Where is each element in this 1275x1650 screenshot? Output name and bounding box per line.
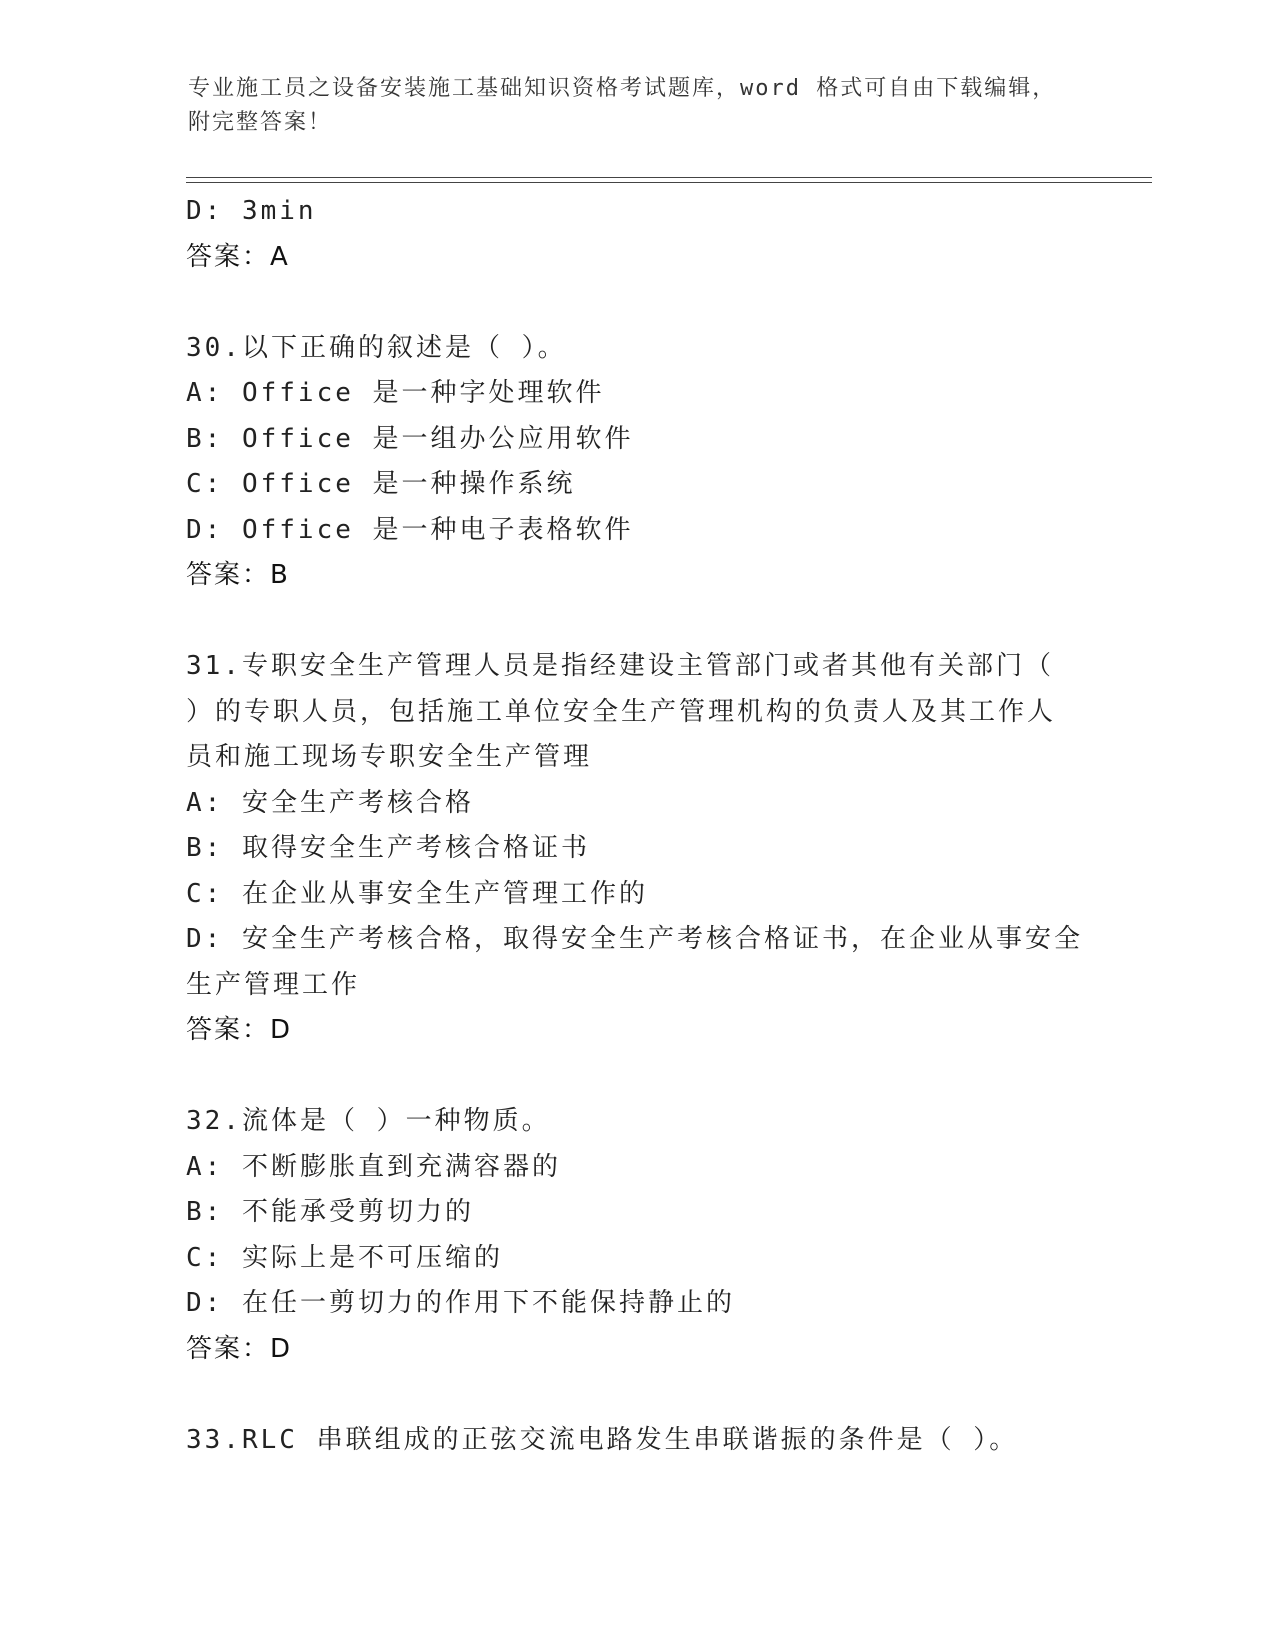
question-30 <box>186 326 1086 599</box>
q31-option-c: C: 在企业从事安全生产管理工作的 <box>186 878 648 909</box>
q32-question: 32.流体是（ ）一种物质。 <box>186 1106 551 1136</box>
header-divider-top <box>186 177 1152 178</box>
q30-option-b: B: Office 是一组办公应用软件 <box>186 423 634 454</box>
spacer <box>186 1054 1086 1100</box>
q31-option-b: B: 取得安全生产考核合格证书 <box>186 833 590 863</box>
question-31 <box>186 644 1086 1054</box>
q29-answer: 答案：A <box>186 241 290 272</box>
spacer <box>186 1372 1086 1418</box>
header-line-2: 附完整答案！ <box>188 110 333 135</box>
q31-question-line-1: 31.专职安全生产管理人员是指经建设主管部门或者其他有关部门（ <box>186 651 1054 681</box>
q29-option-d: D: 3min <box>186 196 317 226</box>
q33-question: 33.RLC 串联组成的正弦交流电路发生串联谐振的条件是（ ）。 <box>186 1424 1019 1455</box>
header-divider-bottom <box>186 182 1152 183</box>
question-33 <box>186 1418 1086 1464</box>
q32-option-b: B: 不能承受剪切力的 <box>186 1197 474 1227</box>
q31-question-line-3: 员和施工现场专职安全生产管理 <box>186 742 593 772</box>
spacer <box>186 599 1086 645</box>
q31-option-a: A: 安全生产考核合格 <box>186 787 474 818</box>
document-header <box>188 72 1088 140</box>
q30-question: 30.以下正确的叙述是（ ）。 <box>186 332 567 363</box>
q32-answer: 答案：D <box>186 1333 293 1364</box>
spacer <box>186 280 1086 326</box>
q30-answer: 答案：B <box>186 560 290 590</box>
q31-option-d-line-1: D: 安全生产考核合格，取得安全生产考核合格证书，在企业从事安全 <box>186 924 1083 954</box>
q30-option-a: A: Office 是一种字处理软件 <box>186 378 605 408</box>
question-29 <box>186 189 1086 280</box>
q31-option-d-line-2: 生产管理工作 <box>186 969 361 1000</box>
q32-option-d: D: 在任一剪切力的作用下不能保持静止的 <box>186 1288 735 1318</box>
header-line-1: 专业施工员之设备安装施工基础知识资格考试题库，word 格式可自由下载编辑， <box>188 76 1057 101</box>
question-32 <box>186 1099 1086 1372</box>
q32-option-a: A: 不断膨胀直到充满容器的 <box>186 1151 561 1182</box>
q32-option-c: C: 实际上是不可压缩的 <box>186 1242 503 1273</box>
q31-question-line-2: ）的专职人员，包括施工单位安全生产管理机构的负责人及其工作人 <box>186 696 1057 727</box>
q31-answer: 答案：D <box>186 1015 293 1045</box>
q30-option-d: D: Office 是一种电子表格软件 <box>186 514 634 545</box>
question-list <box>186 189 1086 1463</box>
q30-option-c: C: Office 是一种操作系统 <box>186 469 576 499</box>
